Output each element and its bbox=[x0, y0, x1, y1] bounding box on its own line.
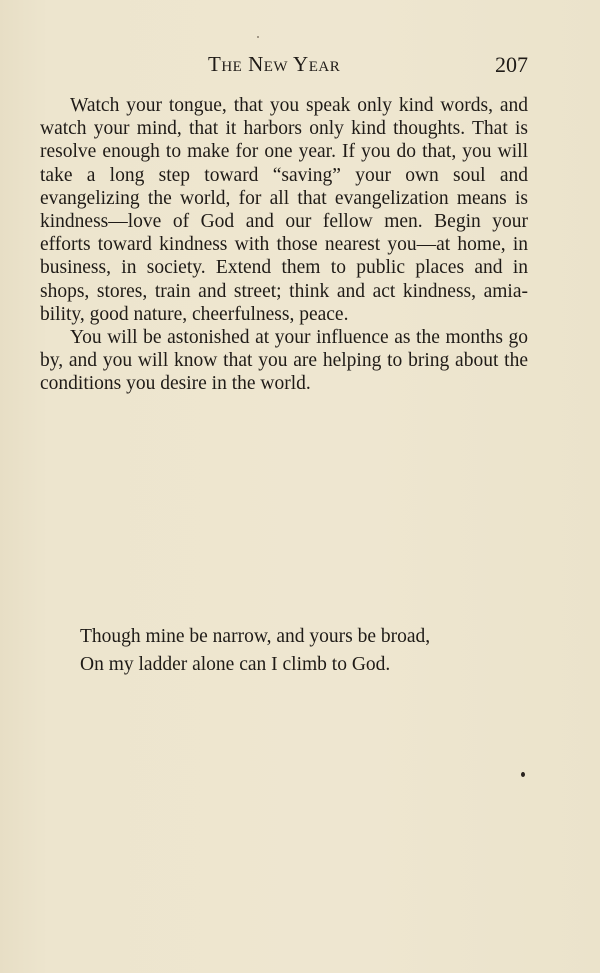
page-number: 207 bbox=[495, 52, 528, 77]
page-speck bbox=[257, 36, 259, 38]
verse-couplet bbox=[80, 623, 520, 679]
verse-line: Though mine be narrow, and yours be broad, bbox=[80, 626, 431, 647]
verse-line: On my ladder alone can I climb to God. bbox=[80, 654, 391, 675]
page-header bbox=[40, 52, 528, 82]
body-text bbox=[40, 94, 528, 396]
ink-speck bbox=[521, 772, 525, 777]
paragraph: Watch your tongue, that you speak only kind words, and watch your mind, that it harbors only kind thoughts. That is resolve enough to make for one year. If you do that, you will take a long step toward “saving” your own soul and evangelizing the world, for all that evangelization means is kindness—love of God and our fellow men. Begin your efforts toward kindness with those nearest you—at home, in business, in society. Extend them to public places and in shops, stores, train and street; think and act kindness, amiability, good nature, cheerfulness, peace. bbox=[40, 95, 528, 325]
paragraph: You will be astonished at your influence as the months go by, and you will know that you are helping to bring about the conditions you desire in the world. bbox=[40, 327, 528, 395]
running-title: The New Year bbox=[208, 52, 341, 76]
